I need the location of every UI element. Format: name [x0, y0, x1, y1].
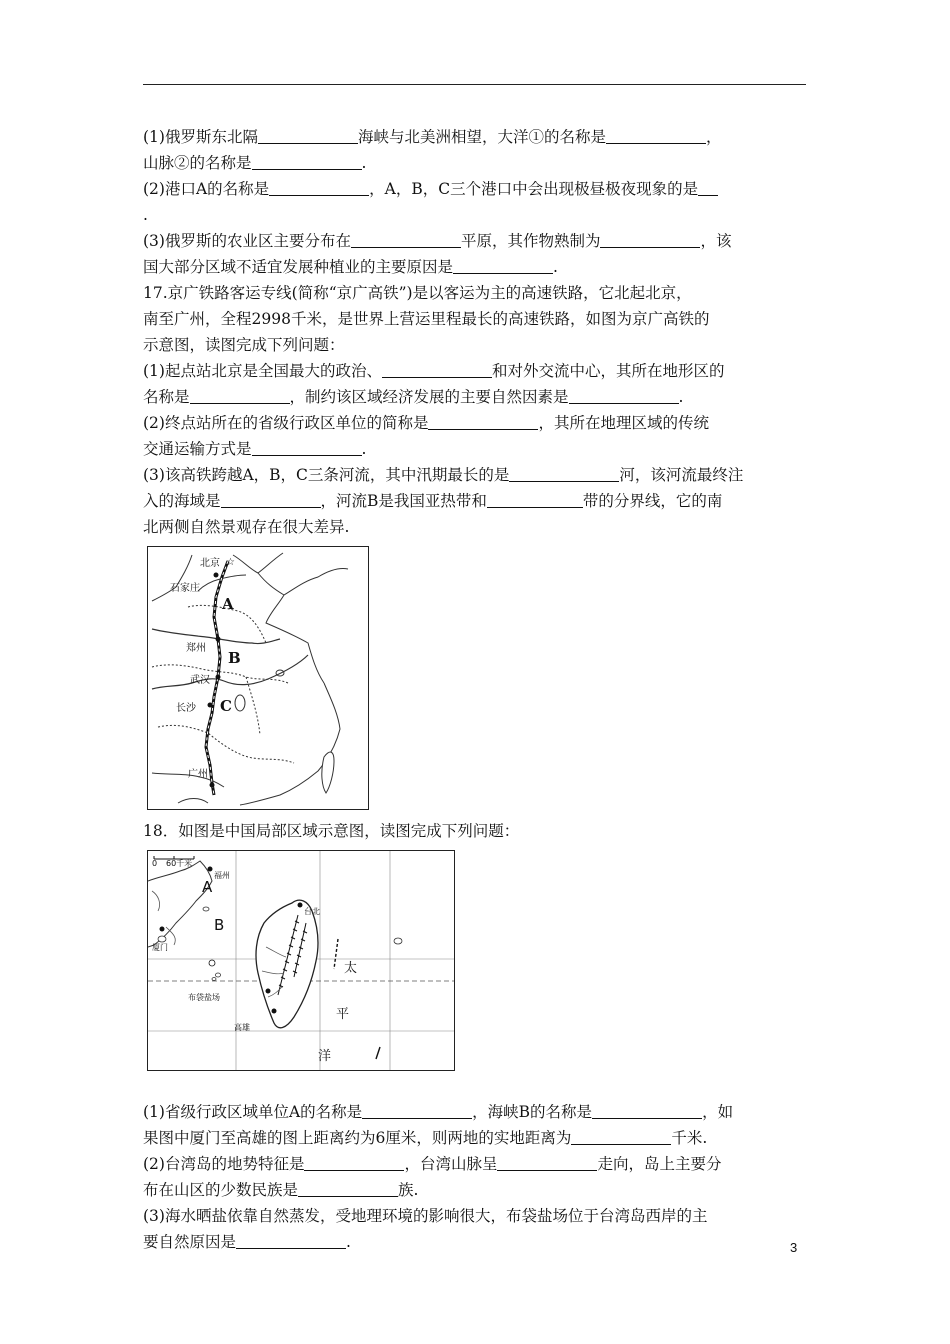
answer-blank[interactable]: [509, 463, 619, 482]
answer-blank[interactable]: [571, 1126, 671, 1145]
q18-part1-line1: (1)省级行政区域单位A的名称是 ，海峡B的名称是 ，如: [143, 1099, 809, 1125]
answer-blank[interactable]: [382, 359, 492, 378]
q16-part1-line1: (1)俄罗斯东北隔 海峡与北美洲相望，大洋①的名称是 ，: [143, 124, 809, 150]
q17-stem-line1: 17.京广铁路客运专线(简称“京广高铁”)是以客运为主的高速铁路，它北起北京，: [143, 284, 692, 302]
answer-blank[interactable]: [252, 151, 362, 170]
label-guangzhou: 广州: [188, 769, 208, 780]
label-ping: 平: [336, 1007, 350, 1022]
answer-blank[interactable]: [221, 489, 321, 508]
q16-part1-line2: 山脉②的名称是 .: [143, 150, 809, 176]
label-strait-b: B: [214, 916, 225, 934]
q17-stem-line3: 示意图，读图完成下列问题：: [143, 336, 345, 354]
answer-blank[interactable]: [298, 1178, 398, 1197]
label-changsha: 长沙: [176, 703, 196, 714]
q18-part3-line2: 要自然原因是 .: [143, 1229, 809, 1255]
q18-part1-line2: 果图中厦门至高雄的图上距离约为6厘米，则两地的实地距离为 千米.: [143, 1125, 809, 1151]
answer-blank[interactable]: [592, 1100, 702, 1119]
map2-drawing: [148, 851, 454, 1070]
label-beijing: 北京: [200, 558, 220, 569]
q17-part1-line2: 名称是 ，制约该区域经济发展的主要自然因素是 .: [143, 384, 809, 410]
page-content: [143, 124, 809, 1255]
page-number: 3: [790, 1240, 798, 1255]
map-taiwan-region: [147, 850, 455, 1071]
answer-blank[interactable]: [190, 385, 290, 404]
label-taibei: 台北: [304, 907, 320, 916]
answer-blank[interactable]: [236, 1230, 346, 1249]
label-wuhan: 武汉: [190, 675, 210, 686]
label-zhengzhou: 郑州: [186, 643, 206, 654]
label-river-c: C: [220, 697, 232, 715]
answer-blank[interactable]: [698, 177, 718, 196]
q17-part3-line2: 入的海域是 ，河流B是我国亚热带和 带的分界线，它的南: [143, 488, 809, 514]
svg-text:☆: ☆: [226, 557, 235, 568]
q16-part3-line2: 国大部分区域不适宜发展种植业的主要原因是 .: [143, 254, 809, 280]
label-scale-zero: 0: [152, 859, 158, 868]
answer-blank[interactable]: [258, 125, 358, 144]
q16-part3-line1: (3)俄罗斯的农业区主要分布在 平原，其作物熟制为 ，该: [143, 228, 809, 254]
answer-blank[interactable]: [304, 1152, 404, 1171]
answer-blank[interactable]: [362, 1100, 472, 1119]
label-shijiazhuang: 石家庄: [170, 583, 200, 594]
label-xiamen: 厦门: [152, 943, 168, 952]
answer-blank[interactable]: [428, 411, 538, 430]
answer-blank[interactable]: [252, 437, 362, 456]
label-fuzhou: 福州: [214, 871, 230, 880]
answer-blank[interactable]: [351, 229, 461, 248]
label-scale: 60千米: [166, 859, 193, 868]
answer-blank[interactable]: [453, 255, 553, 274]
label-province-a: A: [202, 878, 213, 896]
header-rule: [143, 84, 806, 85]
q16-part2-line1: (2)港口A的名称是 ，A，B，C三个港口中会出现极昼极夜现象的是: [143, 176, 809, 202]
q17-part1-line1: (1)起点站北京是全国最大的政治、 和对外交流中心，其所在地形区的: [143, 358, 809, 384]
q18-stem: 18．如图是中国局部区域示意图，读图完成下列问题：: [143, 822, 520, 840]
label-tai: 太: [344, 961, 358, 976]
q17-part2-line2: 交通运输方式是 .: [143, 436, 809, 462]
label-budai: 布袋盐场: [188, 993, 220, 1002]
q17-stem-line2: 南至广州，全程2998千米，是世界上营运里程最长的高速铁路，如图为京广高铁的: [143, 310, 710, 328]
label-yang: 洋: [318, 1049, 332, 1064]
answer-blank[interactable]: [606, 125, 706, 144]
map-jingguang-railway: [147, 546, 369, 810]
q17-part3-line3: 北两侧自然景观存在很大差异.: [143, 518, 350, 536]
q16-part2-line2: .: [143, 206, 148, 224]
answer-blank[interactable]: [497, 1152, 597, 1171]
q18-part2-line2: 布在山区的少数民族是 族.: [143, 1177, 809, 1203]
label-river-a: A: [222, 595, 234, 613]
label-gaoxiong: 高雄: [234, 1023, 250, 1032]
answer-blank[interactable]: [487, 489, 583, 508]
q18-part3-line1: (3)海水晒盐依靠自然蒸发，受地理环境的影响很大，布袋盐场位于台湾岛西岸的主: [143, 1207, 708, 1225]
q17-part2-line1: (2)终点站所在的省级行政区单位的简称是 ，其所在地理区域的传统: [143, 410, 809, 436]
answer-blank[interactable]: [600, 229, 700, 248]
label-river-b: B: [228, 649, 241, 667]
q17-part3-line1: (3)该高铁跨越A，B，C三条河流，其中汛期最长的是 河，该河流最终注: [143, 462, 809, 488]
answer-blank[interactable]: [569, 385, 679, 404]
answer-blank[interactable]: [269, 177, 369, 196]
q18-part2-line1: (2)台湾岛的地势特征是 ，台湾山脉呈 走向，岛上主要分: [143, 1151, 809, 1177]
